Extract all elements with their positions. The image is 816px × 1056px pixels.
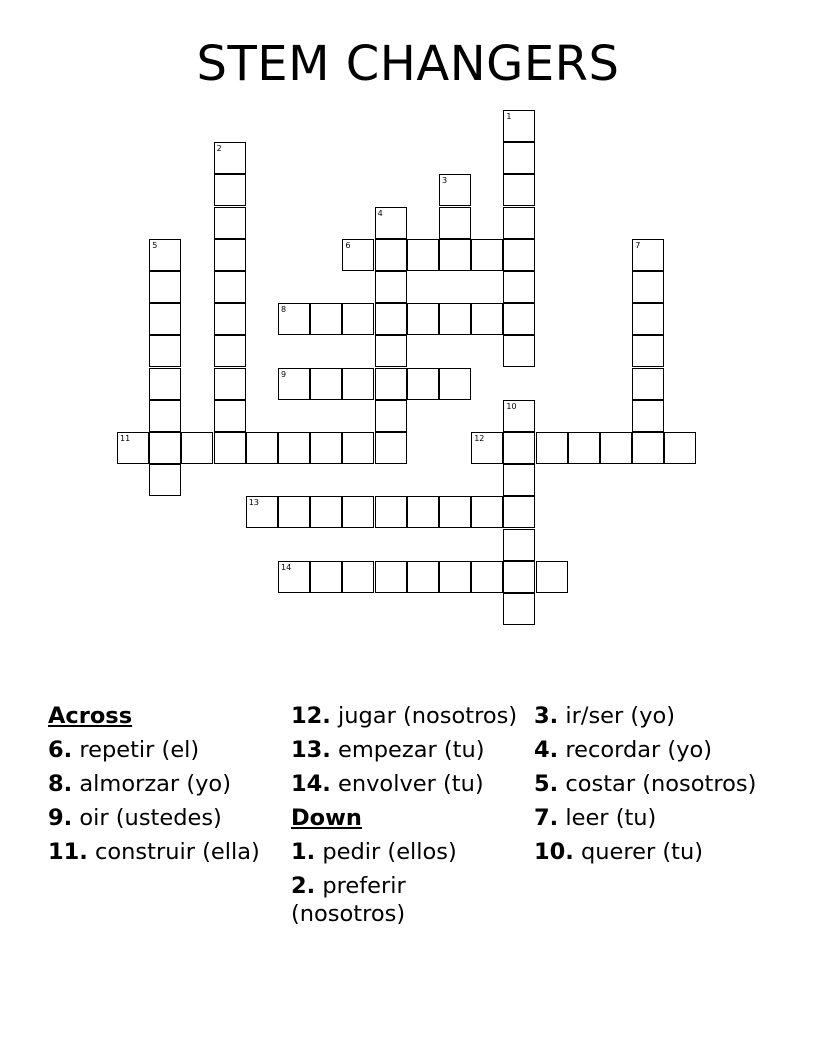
grid-cell[interactable] — [342, 239, 374, 271]
grid-cell[interactable] — [181, 432, 213, 464]
clue-number: 2 — [216, 144, 222, 154]
clue-number: 1 — [506, 112, 512, 121]
grid-cell[interactable] — [246, 496, 278, 528]
grid-cell[interactable] — [503, 110, 535, 142]
grid-cell[interactable] — [439, 496, 471, 528]
grid-cell[interactable] — [471, 303, 503, 335]
grid-cell[interactable] — [214, 239, 246, 271]
grid-cell[interactable] — [536, 432, 568, 464]
grid-cell[interactable] — [407, 239, 439, 271]
grid-cell[interactable] — [632, 335, 664, 367]
grid-cell[interactable] — [214, 142, 246, 174]
grid-cell[interactable] — [278, 368, 310, 400]
grid-cell[interactable] — [278, 561, 310, 593]
grid-cell[interactable] — [342, 561, 374, 593]
grid-cell[interactable] — [214, 335, 246, 367]
clue-number: 4 — [377, 208, 383, 218]
clue-down-3: 3. ir/ser (yo) — [534, 703, 676, 729]
grid-cell[interactable] — [375, 432, 407, 464]
clue-column-2 — [291, 702, 523, 934]
grid-cell[interactable] — [149, 335, 181, 367]
clue-down-5: 5. costar (nosotros) — [534, 771, 757, 797]
grid-cell[interactable] — [407, 496, 439, 528]
grid-cell[interactable] — [375, 400, 407, 432]
across-heading: Across — [48, 703, 133, 729]
clue-number: 9 — [281, 369, 287, 379]
grid-cell[interactable] — [149, 464, 181, 496]
grid-cell[interactable] — [471, 561, 503, 593]
clue-across-11: 11. construir (ella) — [48, 839, 260, 865]
clue-number: 14 — [281, 562, 292, 572]
grid-cell[interactable] — [278, 432, 310, 464]
grid-cell[interactable] — [407, 303, 439, 335]
grid-cell[interactable] — [439, 368, 471, 400]
grid-cell[interactable] — [342, 432, 374, 464]
grid-cell[interactable] — [407, 561, 439, 593]
clue-down-2: 2. preferir (nosotros) — [291, 873, 406, 927]
clue-number: 13 — [248, 498, 259, 508]
grid-cell[interactable] — [375, 368, 407, 400]
grid-cell[interactable] — [375, 239, 407, 271]
grid-cell[interactable] — [664, 432, 696, 464]
grid-cell[interactable] — [149, 368, 181, 400]
grid-cell[interactable] — [246, 432, 278, 464]
grid-cell[interactable] — [214, 207, 246, 239]
grid-cell[interactable] — [149, 303, 181, 335]
grid-cell[interactable] — [503, 561, 535, 593]
grid-cell[interactable] — [503, 271, 535, 303]
grid-cell[interactable] — [632, 432, 664, 464]
grid-cell[interactable] — [439, 239, 471, 271]
grid-cell[interactable] — [503, 464, 535, 496]
grid-cell[interactable] — [375, 496, 407, 528]
grid-cell[interactable] — [278, 496, 310, 528]
grid-cell[interactable] — [375, 207, 407, 239]
grid-cell[interactable] — [471, 239, 503, 271]
grid-cell[interactable] — [439, 174, 471, 206]
clue-number: 5 — [152, 240, 158, 250]
grid-cell[interactable] — [503, 207, 535, 239]
grid-cell[interactable] — [149, 432, 181, 464]
grid-cell[interactable] — [471, 432, 503, 464]
grid-cell[interactable] — [632, 400, 664, 432]
grid-cell[interactable] — [632, 303, 664, 335]
grid-cell[interactable] — [503, 400, 535, 432]
grid-cell[interactable] — [375, 561, 407, 593]
grid-cell[interactable] — [342, 368, 374, 400]
clue-column-1 — [48, 702, 280, 872]
grid-cell[interactable] — [310, 303, 342, 335]
grid-cell[interactable] — [503, 335, 535, 367]
grid-cell[interactable] — [310, 432, 342, 464]
grid-cell[interactable] — [149, 239, 181, 271]
clue-down-1: 1. pedir (ellos) — [291, 839, 457, 865]
grid-cell[interactable] — [503, 496, 535, 528]
grid-cell[interactable] — [632, 368, 664, 400]
grid-cell[interactable] — [310, 368, 342, 400]
grid-cell[interactable] — [503, 432, 535, 464]
clue-across-14: 14. envolver (tu) — [291, 771, 484, 797]
grid-cell[interactable] — [214, 368, 246, 400]
clue-number: 10 — [506, 401, 517, 411]
clue-down-10: 10. querer (tu) — [534, 839, 704, 865]
grid-cell[interactable] — [503, 303, 535, 335]
grid-cell[interactable] — [214, 400, 246, 432]
grid-cell[interactable] — [214, 174, 246, 206]
grid-cell[interactable] — [278, 303, 310, 335]
grid-cell[interactable] — [503, 142, 535, 174]
grid-cell[interactable] — [600, 432, 632, 464]
clue-across-9: 9. oir (ustedes) — [48, 805, 222, 831]
clue-column-3 — [534, 702, 774, 872]
clue-down-4: 4. recordar (yo) — [534, 737, 713, 763]
clue-across-8: 8. almorzar (yo) — [48, 771, 231, 797]
grid-cell[interactable] — [471, 496, 503, 528]
grid-cell[interactable] — [310, 496, 342, 528]
down-heading: Down — [291, 805, 362, 831]
clue-across-6: 6. repetir (el) — [48, 737, 200, 763]
clue-across-12: 12. jugar (nosotros) — [291, 703, 518, 729]
grid-cell[interactable] — [632, 271, 664, 303]
clue-number: 7 — [635, 240, 641, 250]
grid-cell[interactable] — [407, 368, 439, 400]
grid-cell[interactable] — [149, 400, 181, 432]
puzzle-title: STEM CHANGERS — [196, 36, 620, 92]
clue-number: 12 — [474, 434, 485, 443]
grid-cell[interactable] — [342, 303, 374, 335]
grid-cell[interactable] — [503, 174, 535, 206]
grid-cell[interactable] — [375, 303, 407, 335]
grid-cell[interactable] — [214, 271, 246, 303]
grid-cell[interactable] — [149, 271, 181, 303]
grid-cell[interactable] — [568, 432, 600, 464]
clue-number: 8 — [281, 305, 287, 315]
clue-number: 11 — [120, 434, 131, 443]
clue-number: 6 — [345, 240, 351, 250]
grid-cell[interactable] — [439, 207, 471, 239]
grid-cell[interactable] — [375, 335, 407, 367]
grid-cell[interactable] — [214, 432, 246, 464]
grid-cell[interactable] — [117, 432, 149, 464]
grid-cell[interactable] — [536, 561, 568, 593]
grid-cell[interactable] — [503, 593, 535, 625]
grid-cell[interactable] — [342, 496, 374, 528]
grid-cell[interactable] — [214, 303, 246, 335]
clue-number: 3 — [442, 176, 448, 186]
grid-cell[interactable] — [503, 529, 535, 561]
grid-cell[interactable] — [375, 271, 407, 303]
grid-cell[interactable] — [439, 303, 471, 335]
grid-cell[interactable] — [503, 239, 535, 271]
grid-cell[interactable] — [310, 561, 342, 593]
clue-down-7: 7. leer (tu) — [534, 805, 657, 831]
grid-cell[interactable] — [439, 561, 471, 593]
clue-across-13: 13. empezar (tu) — [291, 737, 485, 763]
grid-cell[interactable] — [632, 239, 664, 271]
